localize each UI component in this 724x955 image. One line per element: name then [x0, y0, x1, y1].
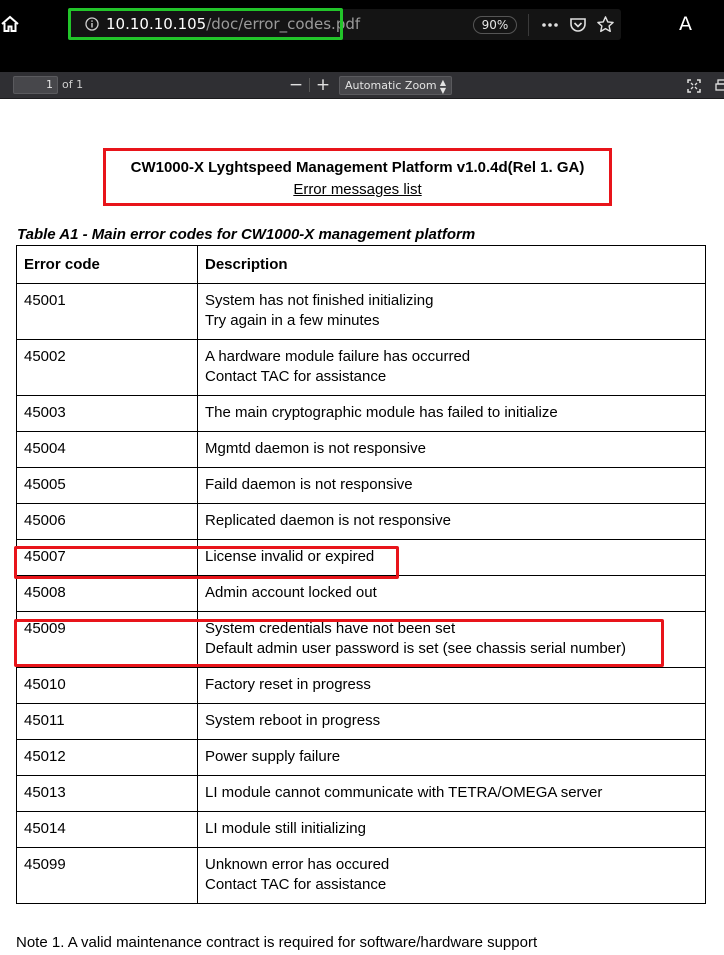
- description-cell: Factory reset in progress: [198, 668, 706, 704]
- document-title: CW1000-X Lyghtspeed Management Platform v1.0.4d(Rel 1. GA): [130, 159, 585, 176]
- home-icon[interactable]: [0, 14, 20, 34]
- error-code-cell: 45003: [17, 396, 198, 432]
- description-cell: LI module still initializing: [198, 812, 706, 848]
- description-cell: Unknown error has occured Contact TAC for assistance: [198, 848, 706, 904]
- table-row: [17, 668, 706, 704]
- error-code-cell: 45002: [17, 340, 198, 396]
- star-icon[interactable]: [596, 15, 615, 34]
- description-cell: License invalid or expired: [198, 540, 706, 576]
- error-code-cell: 45001: [17, 284, 198, 340]
- error-code-cell: 45013: [17, 776, 198, 812]
- reader-view-icon[interactable]: A: [679, 13, 692, 35]
- table-row: [17, 812, 706, 848]
- url-host: 10.10.10.105: [106, 15, 207, 33]
- page-count: of 1: [62, 78, 84, 91]
- url-highlight-box: [68, 8, 343, 40]
- zoom-in-button[interactable]: +: [315, 75, 331, 95]
- table-row: [17, 848, 706, 904]
- table-row: [17, 468, 706, 504]
- table-row: [17, 396, 706, 432]
- error-code-cell: 45099: [17, 848, 198, 904]
- title-highlight-box: [103, 148, 612, 206]
- error-code-cell: 45011: [17, 704, 198, 740]
- row-45007-highlight-box: [14, 546, 399, 579]
- zoom-select-value: Automatic Zoom: [345, 79, 437, 92]
- pocket-icon[interactable]: [569, 16, 587, 34]
- table-row: [17, 432, 706, 468]
- error-code-cell: 45007: [17, 540, 198, 576]
- table-row: [17, 740, 706, 776]
- description-cell: Faild daemon is not responsive: [198, 468, 706, 504]
- table-row: [17, 340, 706, 396]
- table-row: [17, 576, 706, 612]
- error-code-cell: 45008: [17, 576, 198, 612]
- urlbar-separator: [528, 14, 529, 36]
- description-cell: Replicated daemon is not responsive: [198, 504, 706, 540]
- error-code-cell: 45006: [17, 504, 198, 540]
- url-path: /doc/error_codes.pdf: [206, 15, 361, 33]
- table-row: [17, 704, 706, 740]
- column-header-description: Description: [198, 246, 706, 284]
- table-row: [17, 504, 706, 540]
- description-cell: System reboot in progress: [198, 704, 706, 740]
- select-arrows-icon: ▲ ▼: [439, 78, 446, 95]
- description-cell: LI module cannot communicate with TETRA/OMEGA server: [198, 776, 706, 812]
- table-row: [17, 776, 706, 812]
- page-number-input[interactable]: 1: [13, 76, 58, 94]
- error-code-cell: 45004: [17, 432, 198, 468]
- print-icon[interactable]: [715, 79, 724, 93]
- toolbar-separator: [309, 78, 310, 92]
- footnote: Note 1. A valid maintenance contract is required for software/hardware support: [16, 934, 538, 951]
- description-cell: Power supply failure: [198, 740, 706, 776]
- browser-toolbar: [0, 0, 724, 72]
- table-caption: Table A1 - Main error codes for CW1000-X management platform: [17, 226, 476, 243]
- zoom-out-button[interactable]: −: [288, 75, 304, 95]
- description-cell: The main cryptographic module has failed to initialize: [198, 396, 706, 432]
- zoom-level-badge[interactable]: 90%: [473, 16, 517, 34]
- error-code-cell: 45012: [17, 740, 198, 776]
- more-icon[interactable]: [540, 18, 560, 32]
- error-code-cell: 45010: [17, 668, 198, 704]
- description-cell: A hardware module failure has occurred Contact TAC for assistance: [198, 340, 706, 396]
- description-cell: System has not finished initializing Try again in a few minutes: [198, 284, 706, 340]
- zoom-select[interactable]: [339, 76, 452, 95]
- column-header-code: Error code: [17, 246, 198, 284]
- description-cell: System credentials have not been set Default admin user password is set (see chassis serial number): [198, 612, 706, 668]
- pdf-page: [0, 100, 724, 955]
- description-cell: Admin account locked out: [198, 576, 706, 612]
- document-subtitle-text: Error messages list: [293, 181, 422, 198]
- pdf-toolbar: [0, 72, 724, 99]
- error-code-cell: 45014: [17, 812, 198, 848]
- presentation-mode-icon[interactable]: [687, 79, 701, 93]
- table-row: [17, 284, 706, 340]
- error-code-cell: 45005: [17, 468, 198, 504]
- error-code-cell: 45009: [17, 612, 198, 668]
- row-45009-highlight-box: [14, 619, 664, 667]
- description-cell: Mgmtd daemon is not responsive: [198, 432, 706, 468]
